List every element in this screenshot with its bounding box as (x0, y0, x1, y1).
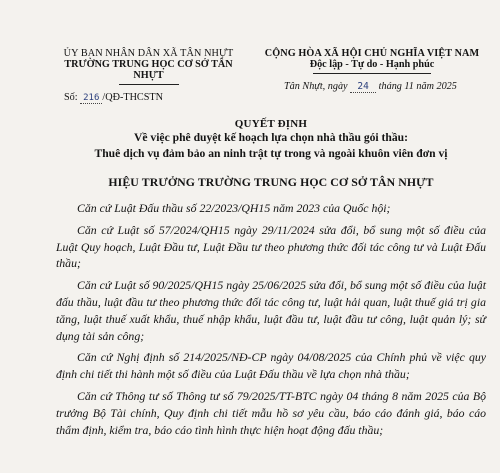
issuer-heading: HIỆU TRƯỞNG TRƯỜNG TRUNG HỌC CƠ SỞ TÂN NHỰT (108, 175, 434, 189)
legal-basis-paragraph: Căn cứ Luật số 57/2024/QH15 ngày 29/11/2024 sửa đổi, bổ sung một số điều của Luật Quy hoạch, Luật Đầu tư, Luật Đầu tư theo phương thức đối tác công tư và Luật Đấu thầu; (56, 222, 486, 271)
date-day-handwritten: 24 (350, 81, 376, 93)
subject-line-1: Về việc phê duyệt kế hoạch lựa chọn nhà thầu gói thầu: (134, 131, 408, 144)
legal-basis-paragraph: Căn cứ Thông tư số Thông tư số 79/2025/TT-BTC ngày 04 tháng 8 năm 2025 của Bộ trưởng Bộ Tài chính, Quy định chi tiết mẫu hồ sơ yêu cầu, báo cáo đánh giá, báo cáo thẩm định, kiểm tra, báo cáo tình hình thực hiện hoạt động đấu thầu; (56, 388, 486, 437)
number-handwritten: 216 (80, 93, 102, 104)
subject-line-2: Thuê dịch vụ đảm bảo an ninh trật tự trong và ngoài khuôn viên đơn vị (94, 146, 448, 160)
place-date (262, 81, 482, 93)
agency-parent: ỦY BAN NHÂN DÂN XÃ TÂN NHỰT (63, 48, 234, 59)
legal-basis-paragraph: Căn cứ Luật Đấu thầu số 22/2023/QH15 năm 2023 của Quốc hội; (77, 201, 391, 215)
date-prefix: Tân Nhựt, ngày (284, 81, 348, 92)
agency-block (56, 48, 241, 104)
motto-underline (313, 73, 431, 74)
number-suffix: /QĐ-THCSTN (102, 92, 163, 103)
legal-basis (56, 200, 486, 438)
number-prefix: Số: (64, 92, 78, 103)
document-number (56, 92, 241, 104)
agency-underline (119, 84, 179, 85)
nation-title: CỘNG HÒA XÃ HỘI CHỦ NGHĨA VIỆT NAM (264, 48, 480, 59)
national-motto: Độc lập - Tự do - Hạnh phúc (309, 59, 435, 70)
agency-name: TRƯỜNG TRUNG HỌC CƠ SỞ TÂN NHỰT (64, 59, 233, 81)
document-type: QUYẾT ĐỊNH (234, 118, 308, 130)
document-header (56, 48, 486, 104)
legal-basis-paragraph: Căn cứ Nghị định số 214/2025/NĐ-CP ngày 04/08/2025 của Chính phủ về việc quy định chi tiết thi hành một số điều của Luật Đấu thầu về lựa chọn nhà thầu; (56, 350, 486, 382)
national-block (262, 48, 482, 104)
legal-basis-paragraph: Căn cứ Luật số 90/2025/QH15 ngày 25/06/2025 sửa đổi, bổ sung một số điều của luật đấu thầu, luật đầu tư theo phương thức đối tác công tư, luật hải quan, luật thuế giá trị gia tăng, luật thuế xuất khẩu, thuế nhập khẩu, luật đầu tư, luật đầu tư công, luật quản lý; sử dụng tài sản công; (56, 278, 486, 343)
date-suffix: tháng 11 năm 2025 (378, 81, 457, 92)
